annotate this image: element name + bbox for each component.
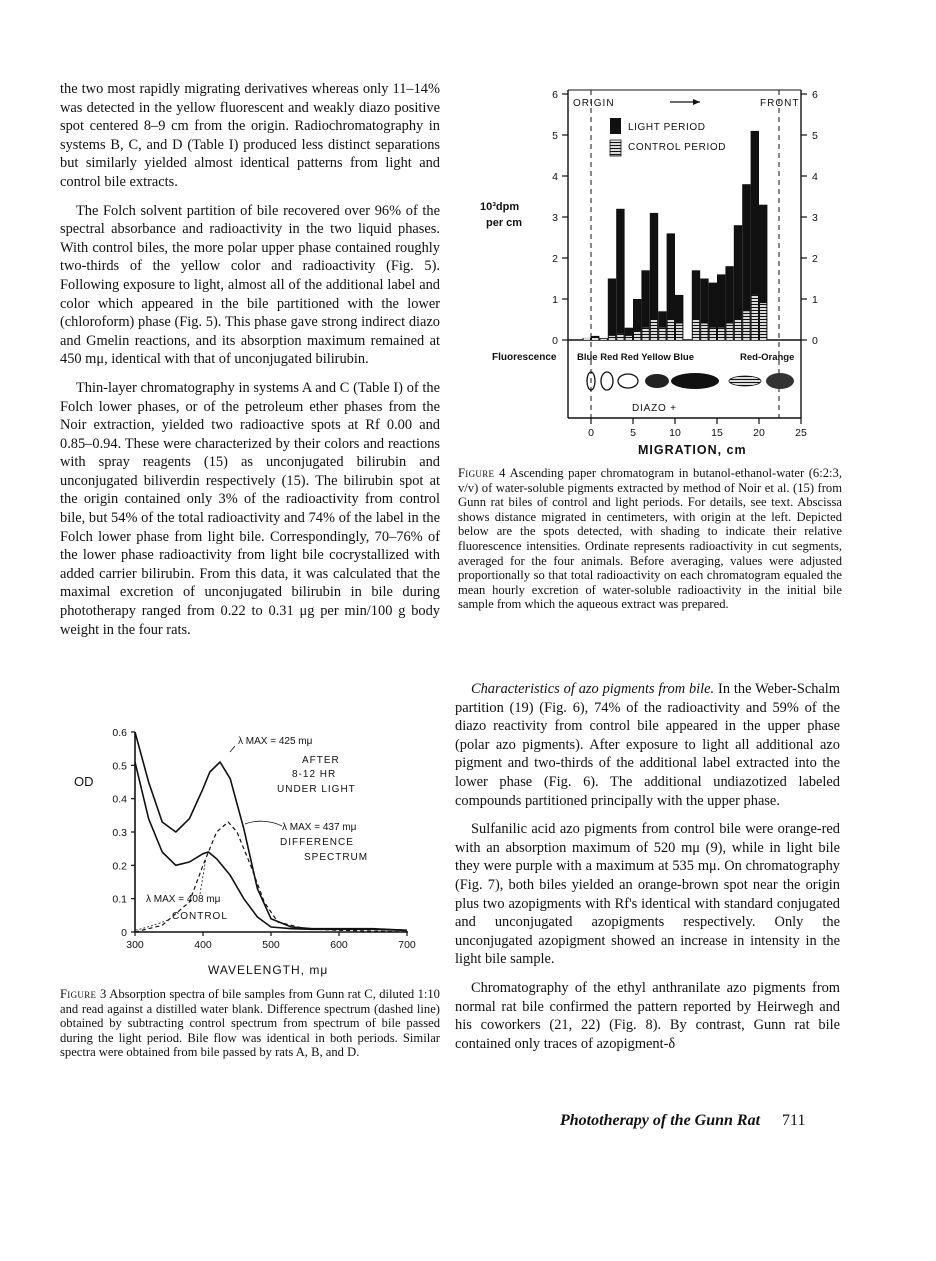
figure-3-y-tick-label: 0.2 [112, 860, 127, 873]
figure-4-y-tick-label-left: 2 [552, 253, 558, 265]
figure-4-y-tick-label-right: 2 [812, 253, 818, 265]
right-paragraph-1-text: In the Weber-Schalm partition (19) (Fig. 6), 74% of the radioactivity and 59% of the diazo reactivity from control bile appeared in the upper phase (polar azo pigments). After exposure to light all additional azo pigment and two-thirds of the additional label extracted into the lower phase (Fig. 6). The additional undiazotized labeled compounds partitioned principally with the upper phase. [455, 681, 840, 809]
figure-3-y-tick-label: 0 [121, 927, 127, 939]
figure-3-y-tick-label: 0.3 [112, 827, 127, 839]
bar-control-period [617, 334, 623, 340]
bar-control-period [693, 320, 699, 341]
figure-3-annotation-after: AFTER [302, 755, 340, 766]
figure-3-x-tick-label: 400 [194, 939, 212, 951]
bar-control-period [634, 332, 640, 340]
figure-3-annotation-difference: DIFFERENCE [280, 837, 354, 848]
bar-control-period [676, 324, 682, 340]
bar-control-period [642, 328, 648, 340]
figure-4-bars [583, 131, 768, 340]
figure-4-y-label-2: per cm [486, 217, 523, 229]
figure-4-y-tick-label-left: 4 [552, 171, 558, 183]
bar-light-period [608, 279, 616, 341]
figure-3-caption-text: Absorption spectra of bile samples from Gunn rat C, diluted 1:10 and read against a distilled water blank. Difference spectrum (dashed line) obtained by subtracting control spectrum from spectrum of bile passed during the light period. Bile flow was identical in both periods. Similar spectra were obtained from bile passed by rats A, B, and D. [60, 987, 440, 1060]
figure-4-front-label: FRONT [760, 98, 800, 109]
figure-3-y-ticks [112, 727, 135, 939]
legend-control-swatch [610, 140, 621, 156]
figure-4-y-label-1: 10³dpm [480, 201, 520, 213]
right-paragraph-1 [455, 680, 840, 810]
figure-4-y-tick-label-left: 1 [552, 294, 558, 306]
bar-control-period [592, 338, 598, 340]
figure-4-y-tick-label-left: 0 [552, 335, 558, 347]
figure-3-x-tick-label: 700 [398, 939, 416, 951]
bar-control-period [701, 324, 707, 340]
figure-3-y-tick-label: 0.4 [112, 793, 127, 806]
running-title: Phototherapy of the Gunn Rat [560, 1112, 761, 1129]
figure-4-spots [587, 372, 794, 390]
figure-3-y-tick-label: 0.1 [112, 893, 127, 906]
figure-3-annotation-control-max: λ MAX = 408 mμ [146, 894, 221, 905]
left-paragraph-2: The Folch solvent partition of bile recovered over 96% of the spectral absorbance and radioactivity in the two liquid phases. With control biles, the more polar upper phase contained roughly two-thirds of the yellow color and radioactivity (Fig. 5). Following exposure to light, almost all of the additional label and color which appeared in the bile partitioned with the lower (chloroform) phase (Fig. 5). This phase gave strong indirect diazo and Gmelin reactions, and its absorption maximum remained at 450 mμ, identical with that of unconjugated bilirubin. [60, 202, 440, 368]
figure-4-origin-label: ORIGIN [573, 98, 615, 109]
right-column [455, 680, 840, 1063]
right-paragraph-3: Chromatography of the ethyl anthranilate azo pigments from normal rat bile confirmed the pattern reported by Heirwegh and his coworkers (21, 22) (Fig. 8). By contrast, Gunn rat bile contained only traces of azopigment-δ [455, 979, 840, 1052]
bar-control-period [743, 311, 749, 340]
page-number: 711 [782, 1112, 806, 1129]
figure-3-y-tick-label: 0.6 [112, 727, 127, 739]
right-paragraph-2: Sulfanilic acid azo pigments from control bile were orange-red with an absorption maximum of 520 mμ (9), while in light bile they were purple with a maximum at 535 mμ. On chromatography (Fig. 7), both biles yielded an orange-brown spot near the origin plus two azopigments with Rf's identical with standard conjugated and unconjugated azopigments respectively. Only the unconjugated azopigment showed an increase in intensity in the light bile sample. [455, 821, 840, 968]
figure-4-y-tick-label-right: 0 [812, 335, 818, 347]
figure-3-annotation-control: CONTROL [172, 911, 228, 922]
figure-4-y-tick-label-right: 1 [812, 294, 818, 306]
bar-control-period [668, 320, 674, 341]
bar-control-period [584, 338, 590, 340]
bar-control-period [609, 336, 615, 340]
legend-light-swatch [610, 118, 621, 134]
bar-control-period [760, 303, 766, 340]
figure-4-legend-light: LIGHT PERIOD [628, 122, 706, 133]
figure-4-x-tick-label: 0 [588, 427, 594, 439]
bar-control-period [710, 328, 716, 340]
figure-4-y-tick-label-right: 6 [812, 89, 818, 101]
figure-3-x-tick-label: 600 [330, 939, 348, 951]
figure-3-od-label: OD [74, 774, 94, 789]
bar-control-period [718, 328, 724, 340]
figure-4-x-tick-label: 5 [630, 427, 636, 439]
figure-3-annotation-spectrum: SPECTRUM [304, 852, 369, 863]
figure-4-x-axis-label: MIGRATION, cm [638, 443, 747, 457]
bar-control-period [752, 295, 758, 340]
figure-3-y-tick-label: 0.5 [112, 760, 127, 773]
figure-3-x-axis-label: WAVELENGTH, mμ [208, 963, 329, 977]
figure-4-fluorescence-colors: Blue Red Red Yellow Blue [577, 352, 695, 363]
figure-4-y-tick-label-left: 6 [552, 89, 558, 101]
figure-4-y-tick-label-right: 5 [812, 130, 818, 142]
figure-3-annotation-after-max: λ MAX = 425 mμ [238, 736, 313, 747]
figure-4-y-tick-label-left: 3 [552, 212, 558, 224]
figure-3-annotation-hours: 8-12 HR [292, 769, 337, 780]
figure-4-x-tick-label: 10 [669, 427, 681, 439]
figure-4-diazo-label: DIAZO + [632, 403, 677, 414]
bar-control-period [726, 324, 732, 340]
bar-light-period [616, 209, 624, 340]
figure-3-x-tick-label: 500 [262, 939, 280, 951]
figure-3-annotation-diff-max: λ MAX = 437 mμ [282, 822, 357, 833]
figure-4-legend-control: CONTROL PERIOD [628, 142, 727, 153]
figure-3-absorption-spectra [60, 720, 440, 982]
figure-4-x-tick-label: 25 [795, 427, 807, 439]
figure-4-x-tick-label: 15 [711, 427, 723, 439]
left-paragraph-3: Thin-layer chromatography in systems A and C (Table I) of the Folch lower phases, or of the petroleum ether phases from the Noir extraction, yielded two radioactive spots at Rf 0.00 and 0.85–0.94. These were characterized by their colors and reactions with spray reagents (15) as unconjugated bilirubin and unconjugated biliverdin respectively (15). The bilirubin spot at the origin contained only 3% of the radioactivity from control bile, but 54% of the total radioactivity and 74% of the label in the Folch lower phase from light bile. Correspondingly, 70–76% of the lower phase radioactivity from light bile cocrystallized with added carrier bilirubin. From this data, it was calculated that the maximal excretion of unconjugated bilirubin in bile during phototherapy ranged from 0.22 to 0.31 μg per min/100 g body weight in the four rats. [60, 379, 440, 638]
figure-4-fluorescence-last: Red-Orange [740, 352, 795, 363]
figure-4-x-tick-label: 20 [753, 427, 765, 439]
left-paragraph-1: the two most rapidly migrating derivatives whereas only 11–14% was detected in the yellow fluorescent and weakly diazo positive spot centered 8–9 cm from the origin. Radiochromatography in systems B, C, and D (Table I) produced less distinct separations but similarly yielded almost identical patterns from light and control bile extracts. [60, 81, 440, 190]
series-control-curve [135, 762, 407, 930]
bar-control-period [659, 328, 665, 340]
figure-3-caption-lead: Figure 3 [60, 987, 107, 1001]
figure-4-caption-lead: Figure 4 [458, 466, 506, 480]
figure-4-caption [458, 466, 842, 612]
section-heading-azo-pigments: Characteristics of azo pigments from bile. [471, 681, 715, 697]
left-column [60, 80, 440, 649]
figure-4-caption-text: Ascending paper chromatogram in butanol-ethanol-water (6:2:3, v/v) of water-soluble pigments extracted by method of Noir et al. (15) from Gunn rat biles of control and light periods. For details, see text. Abscissa shows distance migrated in centimeters, with origin at the left. Depicted below are the spots detected, with shading to indicate their relative fluorescence intensities. Ordinate represents radioactivity in cut segments, averaged for the four animals. Before averaging, values were adjusted proportionally so that total radioactivity on each chromatogram equaled the mean hourly excretion of water-soluble radioactivity in the initial bile sample from which the aqueous extract was prepared. [458, 466, 842, 612]
bar-control-period [735, 320, 741, 341]
figure-4-x-ticks [588, 418, 807, 439]
figure-4-y-tick-label-left: 5 [552, 130, 558, 142]
bar-control-period [626, 336, 632, 340]
bar-control-period [651, 320, 657, 341]
figure-3-caption [60, 987, 440, 1060]
page-footer [560, 1112, 805, 1130]
figure-4-y-tick-label-right: 4 [812, 171, 818, 183]
figure-4-fluorescence-label: Fluorescence [492, 352, 557, 363]
figure-3-x-ticks [126, 932, 416, 951]
figure-4-y-tick-label-right: 3 [812, 212, 818, 224]
figure-3-annotation-under-light: UNDER LIGHT [277, 784, 356, 795]
bar-control-period [600, 339, 606, 340]
figure-4-chromatogram [470, 78, 850, 460]
figure-3-x-tick-label: 300 [126, 939, 144, 951]
